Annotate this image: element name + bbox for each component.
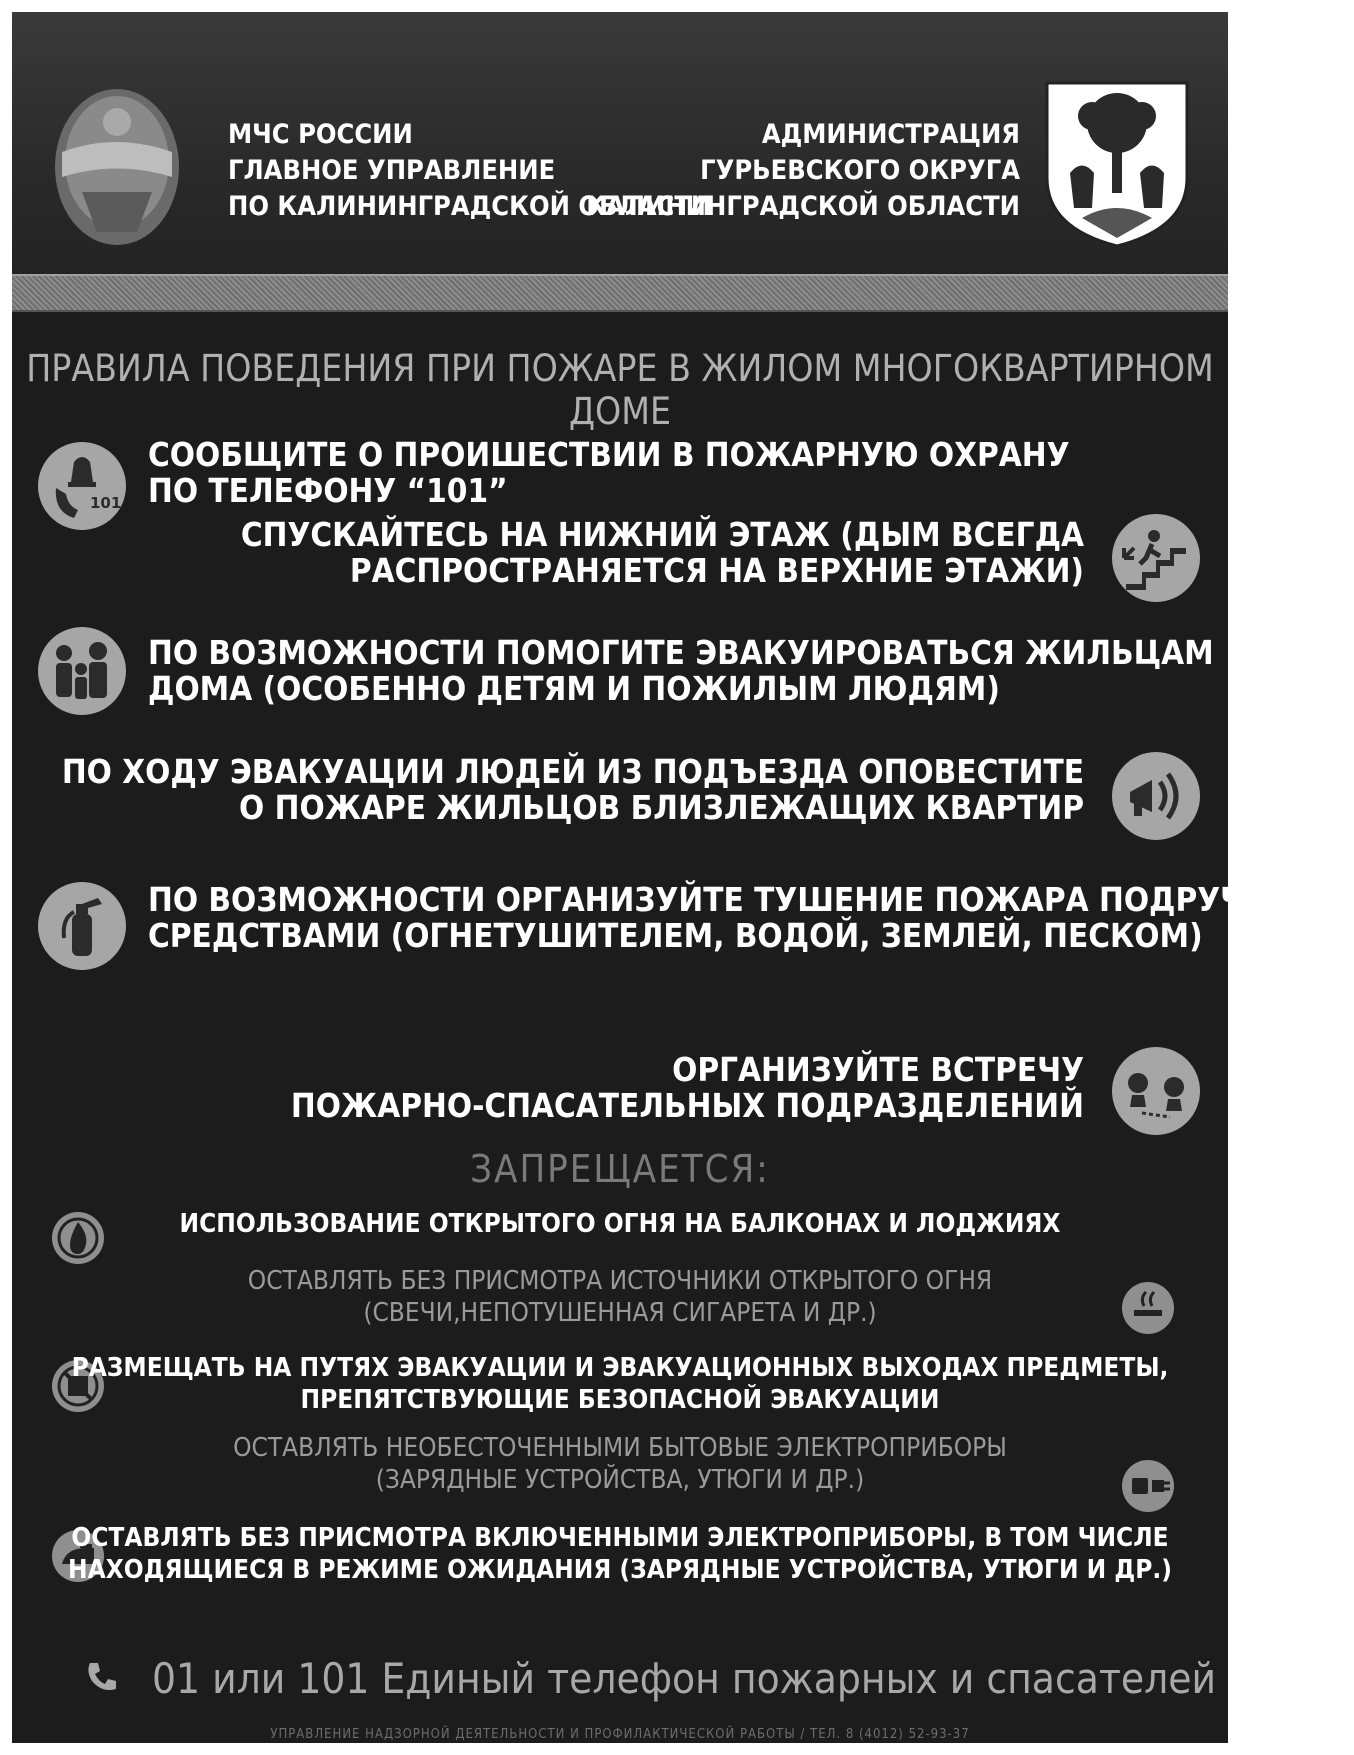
page-title: ПРАВИЛА ПОВЕДЕНИЯ ПРИ ПОЖАРЕ В ЖИЛОМ МНОГОКВАРТИРНОМ ДОМЕ: [26, 347, 1214, 433]
right-org-line: ГУРЬЕВСКОГО ОКРУГА: [700, 155, 1020, 186]
forbidden-item: [12, 1522, 1228, 1586]
alarm-phone-number: 101: [90, 494, 122, 512]
emergency-phone-text: 01 или 101 Единый телефон пожарных и спасателей: [152, 1654, 1217, 1703]
phone-icon: [82, 1657, 122, 1707]
family-icon: [38, 627, 126, 715]
header-divider: [12, 274, 1228, 312]
forbidden-line: (СВЕЧИ,НЕПОТУШЕННАЯ СИГАРЕТА И ДР.): [363, 1298, 877, 1328]
forbidden-line: ОСТАВЛЯТЬ БЕЗ ПРИСМОТРА ИСТОЧНИКИ ОТКРЫТОГО ОГНЯ: [247, 1266, 993, 1296]
footer: УПРАВЛЕНИЕ НАДЗОРНОЙ ДЕЯТЕЛЬНОСТИ И ПРОФИЛАКТИЧЕСКОЙ РАБОТЫ / ТЕЛ. 8 (4012) 52-93-37: [270, 1727, 970, 1742]
forbidden-line: НАХОДЯЩИЕСЯ В РЕЖИМЕ ОЖИДАНИЯ (ЗАРЯДНЫЕ УСТРОЙСТВА, УТЮГИ И ДР.): [68, 1555, 1172, 1585]
extinguisher-icon: [38, 882, 126, 970]
left-org-line: МЧС РОССИИ: [228, 119, 413, 150]
rule-item: [241, 517, 1084, 589]
rule-line: ПО ТЕЛЕФОНУ “101”: [148, 471, 508, 510]
rule-item: [148, 882, 1354, 954]
left-org-line: ГЛАВНОЕ УПРАВЛЕНИЕ: [228, 155, 556, 186]
rule-line: СПУСКАЙТЕСЬ НА НИЖНИЙ ЭТАЖ (ДЫМ ВСЕГДА: [240, 515, 1084, 554]
forbidden-item: [12, 1352, 1228, 1416]
rule-line: РАСПРОСТРАНЯЕТСЯ НА ВЕРХНИЕ ЭТАЖИ): [349, 551, 1084, 590]
forbidden-line: РАЗМЕЩАТЬ НА ПУТЯХ ЭВАКУАЦИИ И ЭВАКУАЦИОННЫХ ВЫХОДАХ ПРЕДМЕТЫ,: [71, 1353, 1169, 1383]
forbidden-line: ОСТАВЛЯТЬ НЕОБЕСТОЧЕННЫМИ БЫТОВЫЕ ЭЛЕКТРОПРИБОРЫ: [233, 1433, 1007, 1463]
forbidden-item: [12, 1208, 1228, 1240]
rule-line: ОРГАНИЗУЙТЕ ВСТРЕЧУ: [672, 1050, 1084, 1089]
rule-line: ПО ВОЗМОЖНОСТИ ПОМОГИТЕ ЭВАКУИРОВАТЬСЯ ЖИЛЬЦАМ: [148, 633, 1214, 672]
rule-line: ПО ХОДУ ЭВАКУАЦИИ ЛЮДЕЙ ИЗ ПОДЪЕЗДА ОПОВЕСТИТЕ: [61, 752, 1084, 791]
coat-of-arms-icon: [1042, 78, 1192, 248]
rule-line: ДОМА (ОСОБЕННО ДЕТЯМ И ПОЖИЛЫМ ЛЮДЯМ): [148, 669, 1000, 708]
helmet-emblem-icon: [42, 82, 192, 252]
stairs-down-icon: [1112, 514, 1200, 602]
cigarette-icon: [1122, 1282, 1174, 1334]
rule-line: СООБЩИТЕ О ПРОИШЕСТВИИ В ПОЖАРНУЮ ОХРАНУ: [148, 435, 1070, 474]
rule-line: ПОЖАРНО-СПАСАТЕЛЬНЫХ ПОДРАЗДЕЛЕНИЙ: [290, 1086, 1084, 1125]
forbidden-title: ЗАПРЕЩАЕТСЯ:: [470, 1147, 770, 1191]
right-organization: [586, 117, 1020, 225]
rule-line: О ПОЖАРЕ ЖИЛЬЦОВ БЛИЗЛЕЖАЩИХ КВАРТИР: [239, 788, 1084, 827]
forbidden-line: ПРЕПЯТСТВУЮЩИЕ БЕЗОПАСНОЙ ЭВАКУАЦИИ: [300, 1385, 940, 1415]
meeting-icon: [1112, 1047, 1200, 1135]
forbidden-line: (ЗАРЯДНЫЕ УСТРОЙСТВА, УТЮГИ И ДР.): [375, 1465, 865, 1495]
megaphone-icon: [1112, 752, 1200, 840]
right-org-line: АДМИНИСТРАЦИЯ: [761, 119, 1020, 150]
rule-item: [148, 635, 1214, 707]
forbidden-line: ОСТАВЛЯТЬ БЕЗ ПРИСМОТРА ВКЛЮЧЕННЫМИ ЭЛЕКТРОПРИБОРЫ, В ТОМ ЧИСЛЕ: [71, 1523, 1169, 1553]
plug-socket-icon: [1122, 1460, 1174, 1512]
rule-item: [62, 754, 1084, 826]
left-org-line: ПО КАЛИНИНГРАДСКОЙ ОБЛАСТИ: [228, 191, 712, 222]
forbidden-item: [12, 1265, 1228, 1329]
emergency-phone-line: [82, 1654, 1217, 1707]
poster: [12, 12, 1354, 1743]
forbidden-line: ИСПОЛЬЗОВАНИЕ ОТКРЫТОГО ОГНЯ НА БАЛКОНАХ И ЛОДЖИЯХ: [179, 1209, 1061, 1239]
right-org-line: КАЛИНИНГРАДСКОЙ ОБЛАСТИ: [586, 191, 1020, 222]
forbidden-item: [12, 1432, 1228, 1496]
rule-line: ПО ВОЗМОЖНОСТИ ОРГАНИЗУЙТЕ ТУШЕНИЕ ПОЖАРА ПОДРУЧНЫМИ: [148, 880, 1354, 919]
rule-item: [291, 1052, 1084, 1124]
rule-line: СРЕДСТВАМИ (ОГНЕТУШИТЕЛЕМ, ВОДОЙ, ЗЕМЛЕЙ, ПЕСКОМ): [148, 916, 1203, 955]
header: [12, 12, 1228, 274]
alarm-phone-icon: [38, 442, 126, 530]
rule-item: [148, 437, 1070, 509]
